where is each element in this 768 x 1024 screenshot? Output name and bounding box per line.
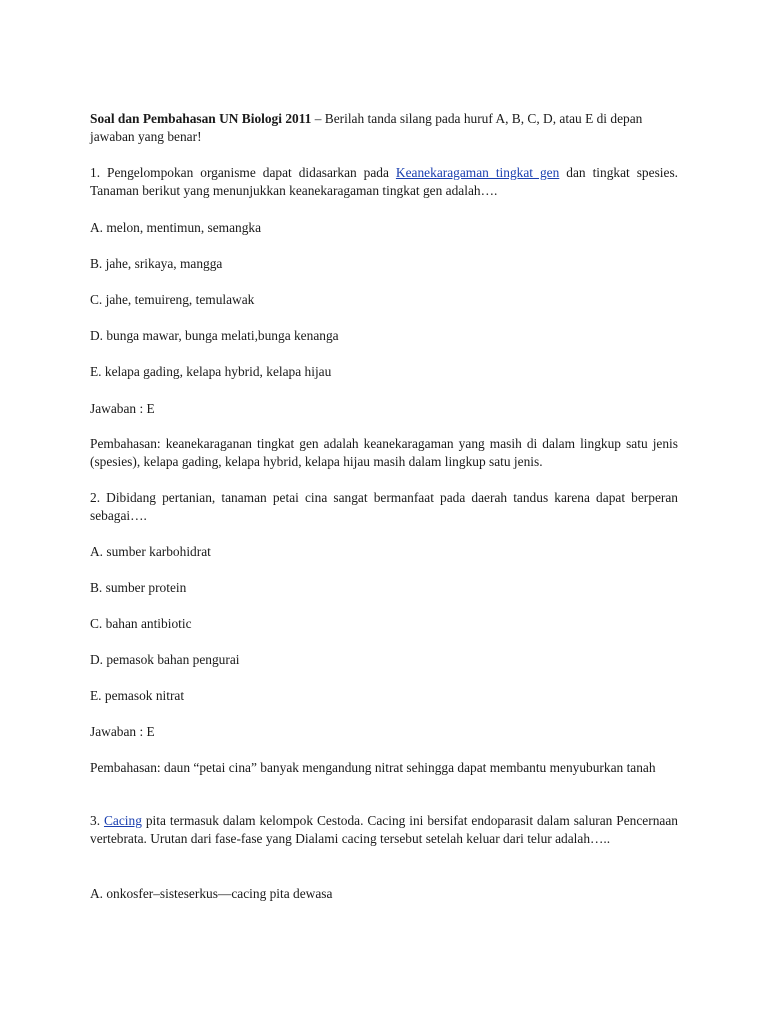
option-3a: A. onkosfer–sisteserkus—cacing pita dewasa bbox=[90, 886, 333, 901]
option-1e: E. kelapa gading, kelapa hybrid, kelapa hijau bbox=[90, 364, 332, 379]
question-3 bbox=[90, 812, 678, 848]
document-title: Soal dan Pembahasan UN Biologi 2011 bbox=[90, 111, 312, 126]
option-2a: A. sumber karbohidrat bbox=[90, 544, 211, 559]
question-text: Dibidang pertanian, tanaman petai cina sangat bermanfaat pada daerah tandus karena dapat berperan sebagai…. bbox=[90, 490, 678, 523]
answer-2: Jawaban : E bbox=[90, 724, 155, 739]
option-2b: B. sumber protein bbox=[90, 580, 187, 595]
intro-paragraph bbox=[90, 110, 678, 146]
question-number: 2. bbox=[90, 490, 101, 505]
option-1c: C. jahe, temuireng, temulawak bbox=[90, 292, 255, 307]
option-2d: D. pemasok bahan pengurai bbox=[90, 652, 240, 667]
question-2 bbox=[90, 489, 678, 525]
question-number: 3. bbox=[90, 813, 101, 828]
discussion-2-text: Pembahasan: daun “petai cina” banyak mengandung nitrat sehingga dapat membantu menyuburkan tanah bbox=[90, 760, 656, 775]
question-text-continued: dan tingkat spesies. Tanaman berikut yang menunjukkan keanekaragaman tingkat gen adalah…. bbox=[90, 165, 679, 198]
question-number: 1. bbox=[90, 165, 101, 180]
instruction-text: – Berilah tanda silang pada huruf A, B, C, D, atau E di depan jawaban yang benar! bbox=[90, 111, 643, 144]
link-cacing[interactable]: Cacing bbox=[103, 813, 142, 828]
option-1d: D. bunga mawar, bunga melati,bunga kenanga bbox=[90, 328, 339, 343]
option-2c: C. bahan antibiotic bbox=[90, 616, 192, 631]
discussion-1 bbox=[90, 435, 678, 471]
answer-1: Jawaban : E bbox=[90, 401, 155, 416]
discussion-2 bbox=[90, 759, 678, 777]
discussion-1-text: Pembahasan: keanekaraganan tingkat gen adalah keanekaragaman yang masih di dalam lingkup satu jenis (spesies), kelapa gading, kelapa hybrid, kelapa hijau masih dalam lingkup satu jenis. bbox=[90, 436, 678, 469]
option-1a: A. melon, mentimun, semangka bbox=[90, 220, 262, 235]
question-text: pita termasuk dalam kelompok Cestoda. Cacing ini bersifat endoparasit dalam saluran Pencernaan vertebrata. Urutan dari fase-fase yang Dialami cacing tersebut setelah keluar dari telur adalah….. bbox=[90, 813, 678, 846]
question-1 bbox=[90, 164, 678, 200]
option-1b: B. jahe, srikaya, mangga bbox=[90, 256, 223, 271]
option-2e: E. pemasok nitrat bbox=[90, 688, 185, 703]
link-keanekaragaman-tingkat-gen[interactable]: Keanekaragaman tingkat gen bbox=[395, 165, 560, 180]
question-text: Pengelompokan organisme dapat didasarkan pada bbox=[100, 165, 396, 180]
